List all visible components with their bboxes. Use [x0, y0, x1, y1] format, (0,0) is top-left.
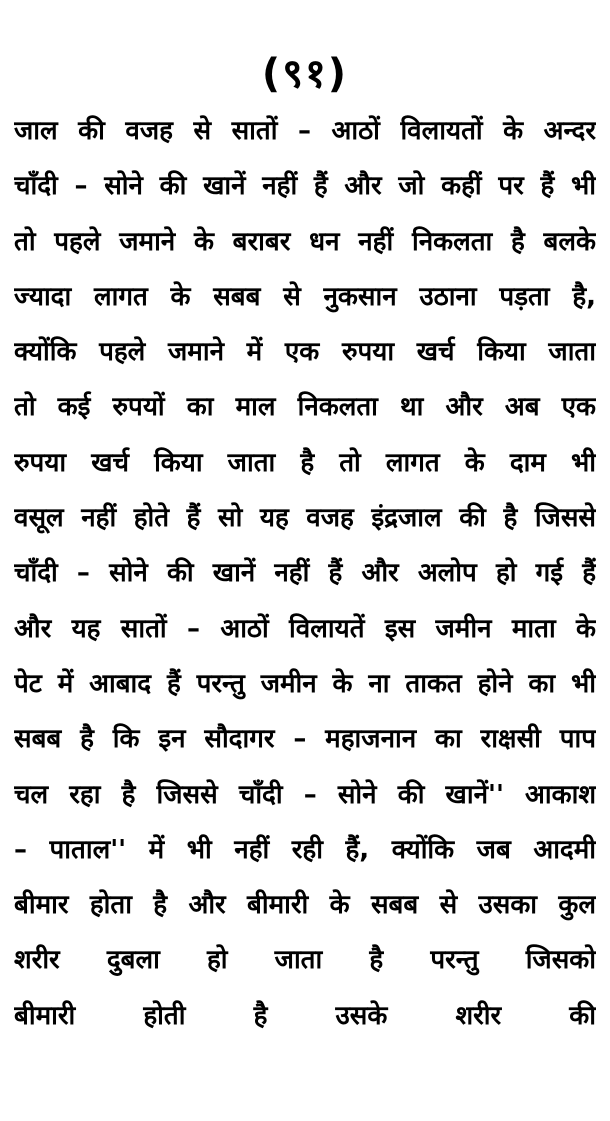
text-line: तो पहले जमाने के बराबर धन नहीं निकलता है बलके	[14, 226, 596, 257]
text-line: बीमारी होती है उसके शरीर की	[14, 1000, 596, 1031]
text-line: चल रहा है जिससे चाँदी – सोने की खानें'' आकाश	[14, 779, 596, 810]
text-line: क्योंकि पहले जमाने में एक रुपया खर्च किया जाता	[14, 337, 596, 368]
text-line: शरीर दुबला हो जाता है परन्तु जिसको	[14, 945, 596, 976]
text-line: तो कई रुपयों का माल निकलता था और अब एक	[14, 392, 596, 423]
text-line: चाँदी – सोने की खानें नहीं हैं और अलोप हो गई हैं	[14, 558, 596, 589]
text-line: सबब है कि इन सौदागर – महाजनान का राक्षसी पाप	[14, 724, 596, 755]
text-line: पेट में आबाद हैं परन्तु जमीन के ना ताकत होने का भी	[14, 668, 596, 699]
text-line: बीमार होता है और बीमारी के सबब से उसका कुल	[14, 890, 596, 921]
text-line: चाँदी – सोने की खानें नहीं हैं और जो कहीं पर हैं भी	[14, 171, 596, 202]
text-line: जाल की वजह से सातों – आठों विलायतों के अन्दर	[14, 116, 596, 146]
text-line: रुपया खर्च किया जाता है तो लागत के दाम भी	[14, 447, 596, 478]
page-number: (९१)	[261, 51, 349, 97]
text-line: वसूल नहीं होते हैं सो यह वजह इंद्रजाल की है जिससे	[14, 503, 596, 534]
text-line: और यह सातों – आठों विलायतें इस जमीन माता के	[14, 613, 596, 644]
text-line: ज्यादा लागत के सबब से नुकसान उठाना पड़ता है,	[14, 281, 596, 312]
text-line: – पाताल'' में भी नहीं रही हैं, क्योंकि जब आदमी	[14, 834, 596, 865]
body-text	[14, 104, 596, 1044]
